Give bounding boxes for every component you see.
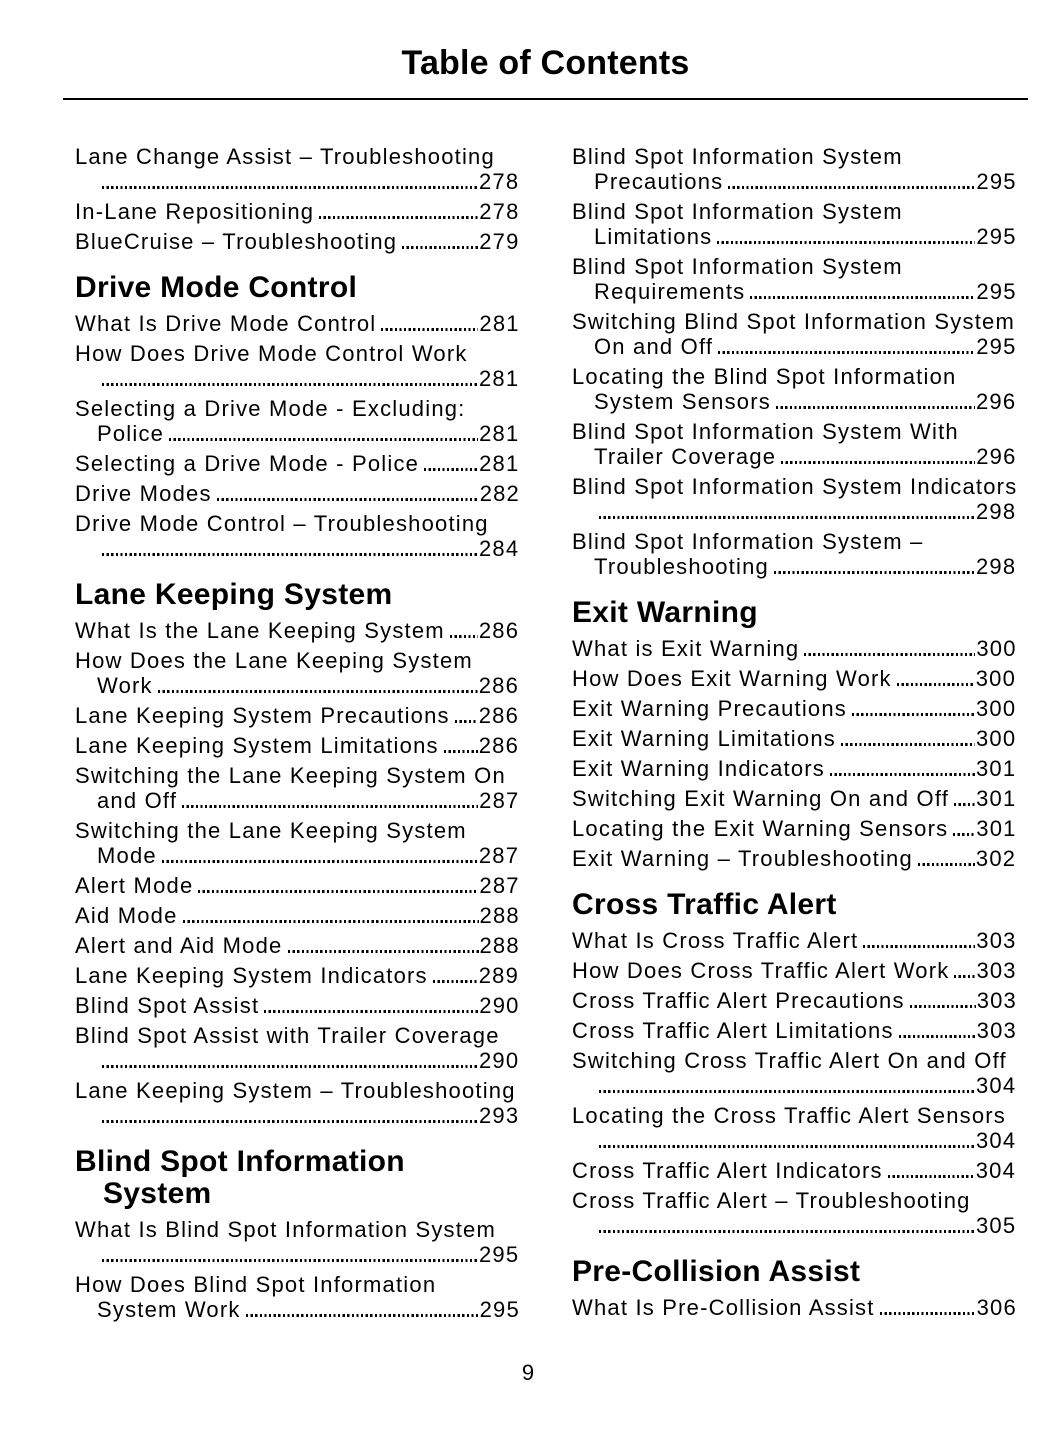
entry-title: Alert and Aid Mode (75, 933, 283, 958)
entry-title: What Is Cross Traffic Alert (572, 928, 859, 953)
entry-page-number: 281 (479, 311, 520, 336)
entry-page-number: 287 (478, 843, 520, 868)
toc-entry[interactable] (572, 636, 1019, 661)
dot-leader (954, 975, 975, 978)
page-title: Table of Contents (401, 44, 690, 82)
entry-page-number: 290 (479, 1048, 520, 1073)
entry-title: Lane Keeping System – Troubleshooting (75, 1078, 516, 1103)
toc-entry[interactable] (75, 933, 522, 958)
dot-leader (774, 571, 975, 574)
entry-title: Locating the Blind Spot Information System Sensors (572, 364, 957, 414)
toc-entry[interactable] (75, 733, 522, 758)
entry-title: Cross Traffic Alert Indicators (572, 1158, 883, 1183)
entry-title: What Is Drive Mode Control (75, 311, 377, 336)
entry-page-number: 281 (479, 421, 520, 446)
entry-page-number: 278 (479, 169, 520, 194)
dot-leader (102, 186, 478, 189)
entry-page-number: 287 (479, 873, 520, 898)
toc-entry[interactable] (75, 1023, 522, 1073)
entry-page-number: 295 (976, 169, 1017, 194)
dot-leader (102, 1065, 478, 1068)
entry-title: BlueCruise – Troubleshooting (75, 229, 398, 254)
toc-entry[interactable] (75, 703, 522, 728)
entry-page-number: 301 (976, 816, 1017, 841)
toc-entry[interactable] (75, 144, 522, 194)
toc-entry[interactable] (572, 988, 1019, 1013)
dot-leader (599, 1090, 975, 1093)
toc-entry[interactable] (75, 1272, 522, 1322)
dot-leader (381, 328, 478, 331)
dot-leader (102, 383, 478, 386)
entry-title: Lane Change Assist – Troubleshooting (75, 144, 495, 169)
entry-title: Blind Spot Information System Requirements (572, 254, 903, 304)
toc-entry[interactable] (572, 928, 1019, 953)
toc-entry[interactable] (75, 993, 522, 1018)
toc-column (75, 144, 522, 1327)
entry-page-number: 303 (976, 928, 1017, 953)
entry-page-number: 301 (976, 786, 1017, 811)
entry-page-number: 288 (479, 903, 520, 928)
entry-page-number: 281 (479, 451, 520, 476)
dot-leader (183, 920, 479, 923)
entry-page-number: 300 (975, 696, 1017, 721)
dot-leader (102, 553, 478, 556)
toc-entry[interactable] (572, 816, 1019, 841)
dot-leader (776, 406, 975, 409)
entry-title: How Does Exit Warning Work (572, 666, 892, 691)
toc-entry[interactable] (572, 786, 1019, 811)
entry-title: Switching Blind Spot Information System On and Off (572, 309, 1015, 359)
entry-title: What is Exit Warning (572, 636, 800, 661)
toc-entry[interactable] (572, 666, 1019, 691)
toc-entry[interactable] (572, 1188, 1019, 1238)
toc-entry[interactable] (572, 846, 1019, 871)
entry-title: Exit Warning – Troubleshooting (572, 846, 913, 871)
toc-section (75, 144, 522, 254)
entry-title: Exit Warning Indicators (572, 756, 825, 781)
entry-page-number: 296 (976, 444, 1017, 469)
toc-entry[interactable] (572, 756, 1019, 781)
entry-title: Blind Spot Information System Limitations (572, 199, 903, 249)
entry-title: How Does the Lane Keeping System Work (75, 648, 473, 698)
section-heading: Cross Traffic Alert (572, 888, 837, 921)
entry-title: Cross Traffic Alert – Troubleshooting (572, 1188, 971, 1213)
entry-title: Locating the Exit Warning Sensors (572, 816, 949, 841)
entry-page-number: 279 (479, 229, 520, 254)
toc-section (572, 1256, 1019, 1320)
toc-entry[interactable] (75, 481, 522, 506)
toc-entry[interactable] (572, 1018, 1019, 1043)
entry-title: Blind Spot Information System With Trailer Coverage (572, 419, 959, 469)
entry-title: Blind Spot Information System Indicators (572, 474, 1018, 499)
toc-entry[interactable] (75, 396, 522, 446)
entry-page-number: 296 (975, 389, 1017, 414)
entry-title: What Is Blind Spot Information System (75, 1217, 496, 1242)
toc-section (75, 579, 522, 1128)
entry-title: What Is the Lane Keeping System (75, 618, 445, 643)
entry-title: Blind Spot Information System Precautions (572, 144, 903, 194)
toc-entry[interactable] (75, 1217, 522, 1267)
section-heading: Drive Mode Control (75, 271, 358, 304)
dot-leader (918, 863, 975, 866)
toc-entry[interactable] (572, 419, 1019, 469)
entry-title: Alert Mode (75, 873, 194, 898)
dot-leader (102, 1120, 478, 1123)
entry-page-number: 278 (479, 199, 520, 224)
toc-entry[interactable] (572, 309, 1019, 359)
dot-leader (319, 216, 478, 219)
toc-section (75, 1146, 522, 1322)
dot-leader (102, 1259, 478, 1262)
toc-entry[interactable] (572, 1048, 1019, 1098)
toc-entry[interactable] (75, 903, 522, 928)
entry-page-number: 287 (479, 788, 520, 813)
dot-leader (954, 803, 975, 806)
entry-page-number: 284 (479, 536, 520, 561)
toc-entry[interactable] (572, 1103, 1019, 1153)
dot-leader (599, 1145, 975, 1148)
entry-page-number: 300 (975, 726, 1017, 751)
entry-title: Exit Warning Limitations (572, 726, 836, 751)
entry-page-number: 304 (976, 1128, 1017, 1153)
entry-page-number: 304 (976, 1073, 1017, 1098)
toc-entry[interactable] (75, 763, 522, 813)
entry-page-number: 302 (975, 846, 1017, 871)
entry-page-number: 295 (976, 334, 1017, 359)
section-heading: Lane Keeping System (75, 578, 393, 611)
entry-page-number: 305 (976, 1213, 1017, 1238)
dot-leader (781, 461, 975, 464)
title-divider (63, 98, 1028, 100)
entry-page-number: 303 (976, 1018, 1017, 1043)
dot-leader (852, 713, 975, 716)
entry-page-number: 300 (976, 636, 1017, 661)
page-number: 9 (521, 1360, 536, 1385)
entry-page-number: 286 (478, 673, 520, 698)
entry-page-number: 290 (479, 993, 520, 1018)
entry-title: Blind Spot Information System – Troubleshooting (572, 529, 924, 579)
dot-leader (217, 498, 479, 501)
toc-entry[interactable] (75, 511, 522, 561)
toc-entry[interactable] (75, 229, 522, 254)
toc-section (572, 889, 1019, 1238)
entry-page-number: 288 (479, 933, 520, 958)
dot-leader (182, 805, 478, 808)
toc-entry[interactable] (572, 1295, 1019, 1320)
entry-title: Selecting a Drive Mode - Excluding: Police (75, 396, 466, 446)
entry-page-number: 304 (975, 1158, 1017, 1183)
toc-entry[interactable] (75, 873, 522, 898)
dot-leader (830, 773, 975, 776)
toc-entry[interactable] (75, 818, 522, 868)
dot-leader (444, 750, 478, 753)
entry-page-number: 301 (975, 756, 1017, 781)
dot-leader (433, 980, 478, 983)
entry-title: Locating the Cross Traffic Alert Sensors (572, 1103, 1006, 1128)
entry-title: Exit Warning Precautions (572, 696, 847, 721)
dot-leader (953, 833, 975, 836)
toc-entry[interactable] (572, 144, 1019, 194)
toc-entry[interactable] (572, 726, 1019, 751)
entry-page-number: 303 (976, 988, 1017, 1013)
dot-leader (910, 1005, 976, 1008)
entry-page-number: 286 (478, 618, 520, 643)
dot-leader (880, 1312, 976, 1315)
entry-page-number: 295 (976, 279, 1017, 304)
entry-page-number: 286 (478, 703, 520, 728)
toc-entry[interactable] (75, 451, 522, 476)
entry-page-number: 300 (975, 666, 1017, 691)
dot-leader (750, 296, 975, 299)
dot-leader (455, 720, 478, 723)
entry-page-number: 298 (976, 499, 1017, 524)
toc-columns (75, 144, 1057, 1327)
section-heading: Pre-Collision Assist (572, 1255, 861, 1288)
entry-title: Lane Keeping System Precautions (75, 703, 450, 728)
toc-entry[interactable] (572, 254, 1019, 304)
toc-entry[interactable] (75, 1078, 522, 1128)
toc-entry[interactable] (572, 529, 1019, 579)
section-heading: Blind Spot Information System (75, 1145, 405, 1210)
entry-page-number: 295 (479, 1297, 520, 1322)
dot-leader (841, 743, 975, 746)
toc-entry[interactable] (572, 364, 1019, 414)
toc-section (75, 272, 522, 561)
toc-section (572, 144, 1019, 579)
entry-page-number: 281 (479, 366, 520, 391)
toc-entry[interactable] (75, 341, 522, 391)
entry-page-number: 303 (976, 958, 1017, 983)
dot-leader (450, 635, 478, 638)
toc-entry[interactable] (572, 696, 1019, 721)
entry-page-number: 295 (479, 1242, 520, 1267)
entry-page-number: 289 (478, 963, 520, 988)
entry-title: How Does Drive Mode Control Work (75, 341, 468, 366)
toc-entry[interactable] (572, 958, 1019, 983)
entry-title: What Is Pre-Collision Assist (572, 1295, 875, 1320)
dot-leader (728, 186, 975, 189)
toc-entry[interactable] (75, 648, 522, 698)
entry-title: Lane Keeping System Limitations (75, 733, 439, 758)
entry-page-number: 306 (976, 1295, 1017, 1320)
dot-leader (158, 690, 478, 693)
entry-title: In-Lane Repositioning (75, 199, 315, 224)
dot-leader (162, 860, 478, 863)
toc-entry[interactable] (572, 199, 1019, 249)
dot-leader (599, 1230, 975, 1233)
toc-entry[interactable] (75, 311, 522, 336)
entry-title: Aid Mode (75, 903, 178, 928)
entry-title: Switching the Lane Keeping System Mode (75, 818, 467, 868)
entry-title: Switching the Lane Keeping System On and Off (75, 763, 506, 813)
entry-title: Blind Spot Assist with Trailer Coverage (75, 1023, 500, 1048)
entry-title: Blind Spot Assist (75, 993, 260, 1018)
section-heading: Exit Warning (572, 596, 758, 629)
toc-entry[interactable] (75, 199, 522, 224)
entry-page-number: 286 (478, 733, 520, 758)
entry-title: Switching Exit Warning On and Off (572, 786, 950, 811)
entry-page-number: 298 (975, 554, 1017, 579)
dot-leader (169, 438, 478, 441)
entry-title: How Does Cross Traffic Alert Work (572, 958, 950, 983)
entry-page-number: 282 (479, 481, 520, 506)
entry-title: Switching Cross Traffic Alert On and Off (572, 1048, 1007, 1073)
dot-leader (863, 945, 975, 948)
toc-entry[interactable] (75, 963, 522, 988)
entry-page-number: 293 (479, 1103, 520, 1128)
toc-section (572, 597, 1019, 871)
dot-leader (198, 890, 478, 893)
dot-leader (288, 950, 479, 953)
entry-title: Drive Modes (75, 481, 212, 506)
dot-leader (246, 1314, 479, 1317)
toc-entry[interactable] (75, 618, 522, 643)
dot-leader (599, 516, 975, 519)
dot-leader (402, 246, 478, 249)
entry-title: Drive Mode Control – Troubleshooting (75, 511, 489, 536)
dot-leader (717, 241, 975, 244)
dot-leader (264, 1010, 478, 1013)
dot-leader (899, 1035, 976, 1038)
entry-title: Cross Traffic Alert Precautions (572, 988, 905, 1013)
entry-page-number: 295 (976, 224, 1017, 249)
dot-leader (718, 351, 975, 354)
toc-entry[interactable] (572, 474, 1019, 524)
dot-leader (888, 1175, 975, 1178)
entry-title: Selecting a Drive Mode - Police (75, 451, 420, 476)
entry-title: Cross Traffic Alert Limitations (572, 1018, 894, 1043)
entry-title: How Does Blind Spot Information System Work (75, 1272, 437, 1322)
dot-leader (897, 683, 975, 686)
toc-entry[interactable] (572, 1158, 1019, 1183)
dot-leader (424, 468, 478, 471)
dot-leader (804, 653, 975, 656)
entry-title: Lane Keeping System Indicators (75, 963, 428, 988)
toc-column (572, 144, 1019, 1327)
